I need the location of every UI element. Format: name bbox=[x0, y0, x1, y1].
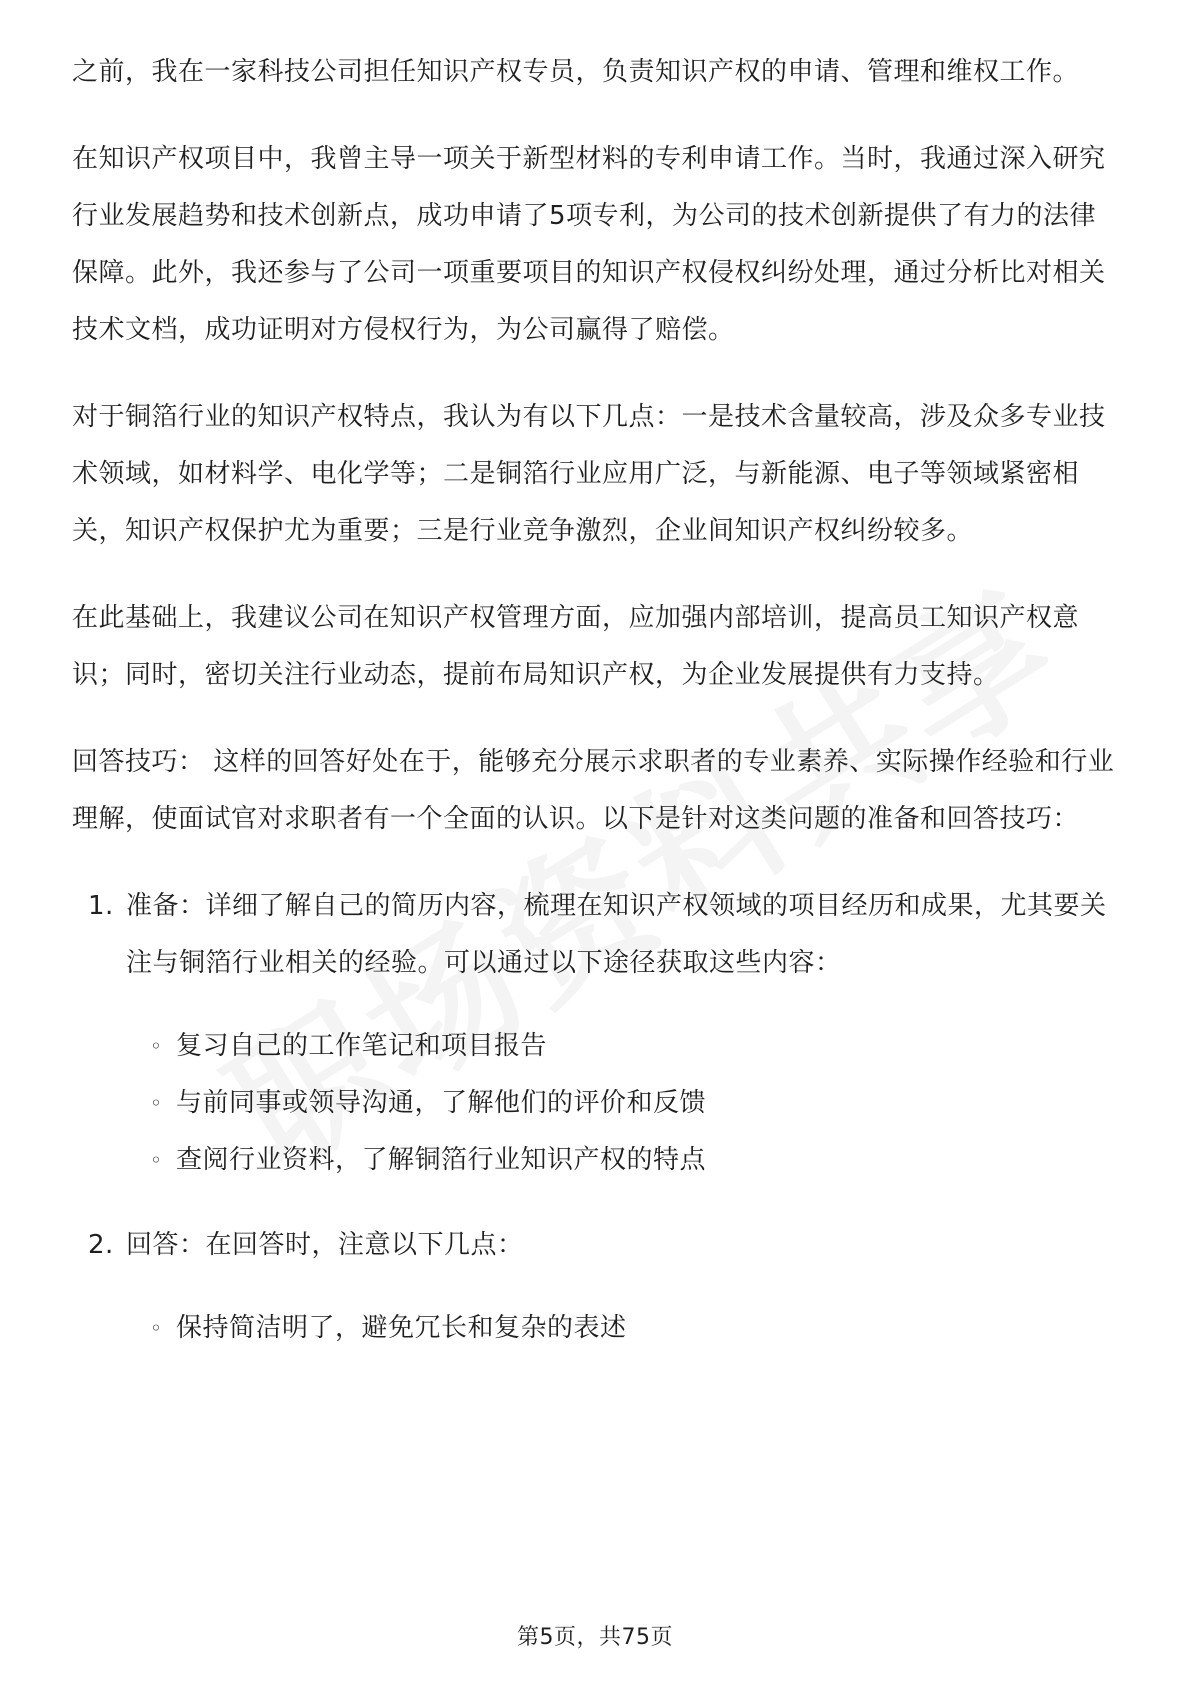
list-number: 1. bbox=[88, 891, 114, 921]
list-item-text: 回答：在回答时，注意以下几点： bbox=[126, 1230, 524, 1260]
list-item-text: 准备：详细了解自己的简历内容，梳理在知识产权领域的项目经历和成果，尤其要关注与铜箔行业相关的经验。可以通过以下途径获取这些内容： bbox=[126, 891, 1107, 978]
paragraph-tips: 回答技巧： 这样的回答好处在于，能够充分展示求职者的专业素养、实际操作经验和行业理解，使面试官对求职者有一个全面的认识。以下是针对这类问题的准备和回答技巧： bbox=[72, 747, 1115, 834]
list-item bbox=[72, 1132, 1122, 1189]
list-item-text: 复习自己的工作笔记和项目报告 bbox=[176, 1031, 548, 1061]
list-item-text: 查阅行业资料，了解铜箔行业知识产权的特点 bbox=[176, 1145, 707, 1175]
paragraph-project: 在知识产权项目中，我曾主导一项关于新型材料的专利申请工作。当时，我通过深入研究行业发展趋势和技术创新点，成功申请了5项专利，为公司的技术创新提供了有力的法律保障。此外，我还参与了公司一项重要项目的知识产权侵权纠纷处理，通过分析比对相关技术文档，成功证明对方侵权行为，为公司赢得了赔偿。 bbox=[72, 144, 1106, 345]
list-item-prepare bbox=[72, 878, 1122, 992]
sub-list-answer bbox=[72, 1300, 1122, 1357]
list-item bbox=[72, 1075, 1122, 1132]
document-body bbox=[72, 44, 1122, 1385]
bullet-icon: ◦ bbox=[150, 1091, 163, 1115]
bullet-icon: ◦ bbox=[150, 1316, 163, 1340]
list-item bbox=[72, 1300, 1122, 1357]
list-number: 2. bbox=[88, 1230, 114, 1260]
list-item bbox=[72, 1018, 1122, 1075]
paragraph-suggestion: 在此基础上，我建议公司在知识产权管理方面，应加强内部培训，提高员工知识产权意识；同时，密切关注行业动态，提前布局知识产权，为企业发展提供有力支持。 bbox=[72, 603, 1080, 690]
bullet-icon: ◦ bbox=[150, 1148, 163, 1172]
paragraph-industry: 对于铜箔行业的知识产权特点，我认为有以下几点：一是技术含量较高，涉及众多专业技术领域，如材料学、电化学等；二是铜箔行业应用广泛，与新能源、电子等领域紧密相关，知识产权保护尤为重要；三是行业竞争激烈，企业间知识产权纠纷较多。 bbox=[72, 402, 1106, 546]
paragraph-intro: 之前，我在一家科技公司担任知识产权专员，负责知识产权的申请、管理和维权工作。 bbox=[72, 57, 1080, 87]
list-item-text: 保持简洁明了，避免冗长和复杂的表述 bbox=[176, 1313, 627, 1343]
page-number: 第5页，共75页 bbox=[517, 1625, 673, 1650]
list-item-answer bbox=[72, 1217, 1122, 1274]
bullet-icon: ◦ bbox=[150, 1034, 163, 1058]
sub-list-prepare bbox=[72, 1018, 1122, 1189]
list-item-text: 与前同事或领导沟通，了解他们的评价和反馈 bbox=[176, 1088, 707, 1118]
